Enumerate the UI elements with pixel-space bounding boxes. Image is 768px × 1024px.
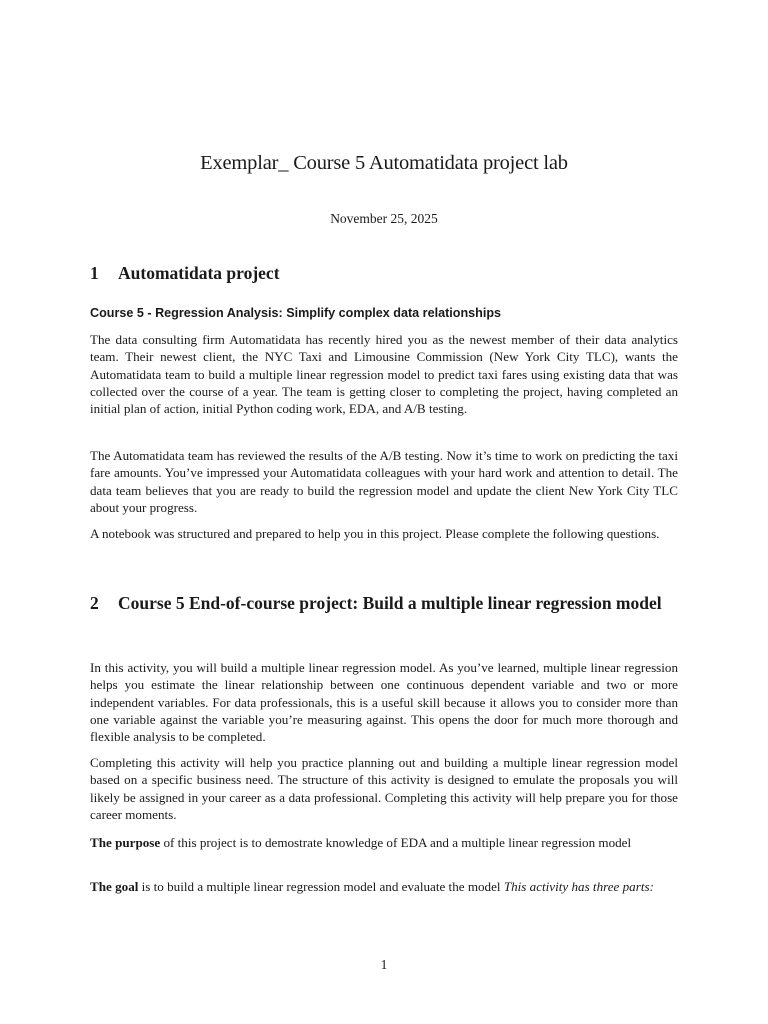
goal-italic-text: This activity has three parts: bbox=[503, 879, 654, 894]
section-2-paragraph-1: In this activity, you will build a multiple linear regression model. As you’ve learned, multiple linear regression helps you estimate the linear relationship between one continuous dependent variable and two or more independent variables. For data professionals, this is a useful skill because it allows you to consider more than one variable against the variable you’re measuring against. This opens the door for much more thorough and flexible analysis to be completed. bbox=[90, 660, 678, 745]
section-1-paragraph-3: A notebook was structured and prepared to help you in this project. Please complete the following questions. bbox=[90, 526, 660, 541]
section-1-title: Automatidata project bbox=[118, 263, 280, 283]
section-2-paragraph-2: Completing this activity will help you practice planning out and building a multiple linear regression model based on a specific business need. The structure of this activity is designed to emulate the proposals you will likely be assigned in your career as a data professional. Completing this activity will help prepare you for those career moments. bbox=[90, 755, 678, 822]
section-1-paragraph-2: The Automatidata team has reviewed the results of the A/B testing. Now it’s time to work on predicting the taxi fare amounts. You’ve impressed your Automatidata colleagues with your hard work and attention to detail. The data team believes that you are ready to build the regression model and update the client New York City TLC about your progress. bbox=[90, 448, 678, 515]
section-2-heading bbox=[90, 591, 678, 616]
purpose-paragraph bbox=[90, 834, 678, 851]
section-1-paragraph-1: The data consulting firm Automatidata has recently hired you as the newest member of their data analytics team. Their newest client, the NYC Taxi and Limousine Commission (New York City TLC), wants the Automatidata team to build a multiple linear regression model to predict taxi fares using existing data that was collected over the course of a year. The team is getting closer to completing the project, having completed an initial plan of action, initial Python coding work, EDA, and A/B testing. bbox=[90, 332, 678, 417]
purpose-text: of this project is to demostrate knowledge of EDA and a multiple linear regression model bbox=[160, 835, 632, 850]
section-2-title: Course 5 End-of-course project: Build a multiple linear regression model bbox=[118, 593, 662, 613]
goal-text: is to build a multiple linear regression model and evaluate the model bbox=[138, 879, 504, 894]
goal-label: The goal bbox=[90, 879, 139, 894]
document-title: Exemplar_ Course 5 Automatidata project lab bbox=[200, 152, 568, 174]
goal-paragraph bbox=[90, 878, 678, 895]
section-1-number: 1 bbox=[90, 263, 99, 283]
section-2-number: 2 bbox=[90, 593, 99, 613]
purpose-label: The purpose bbox=[90, 835, 161, 850]
document-date: November 25, 2025 bbox=[330, 211, 438, 226]
document-page bbox=[90, 0, 678, 1024]
page-number: 1 bbox=[380, 957, 388, 972]
section-1-heading bbox=[90, 261, 678, 286]
section-1-subheading: Course 5 - Regression Analysis: Simplify complex data relationships bbox=[90, 306, 502, 320]
